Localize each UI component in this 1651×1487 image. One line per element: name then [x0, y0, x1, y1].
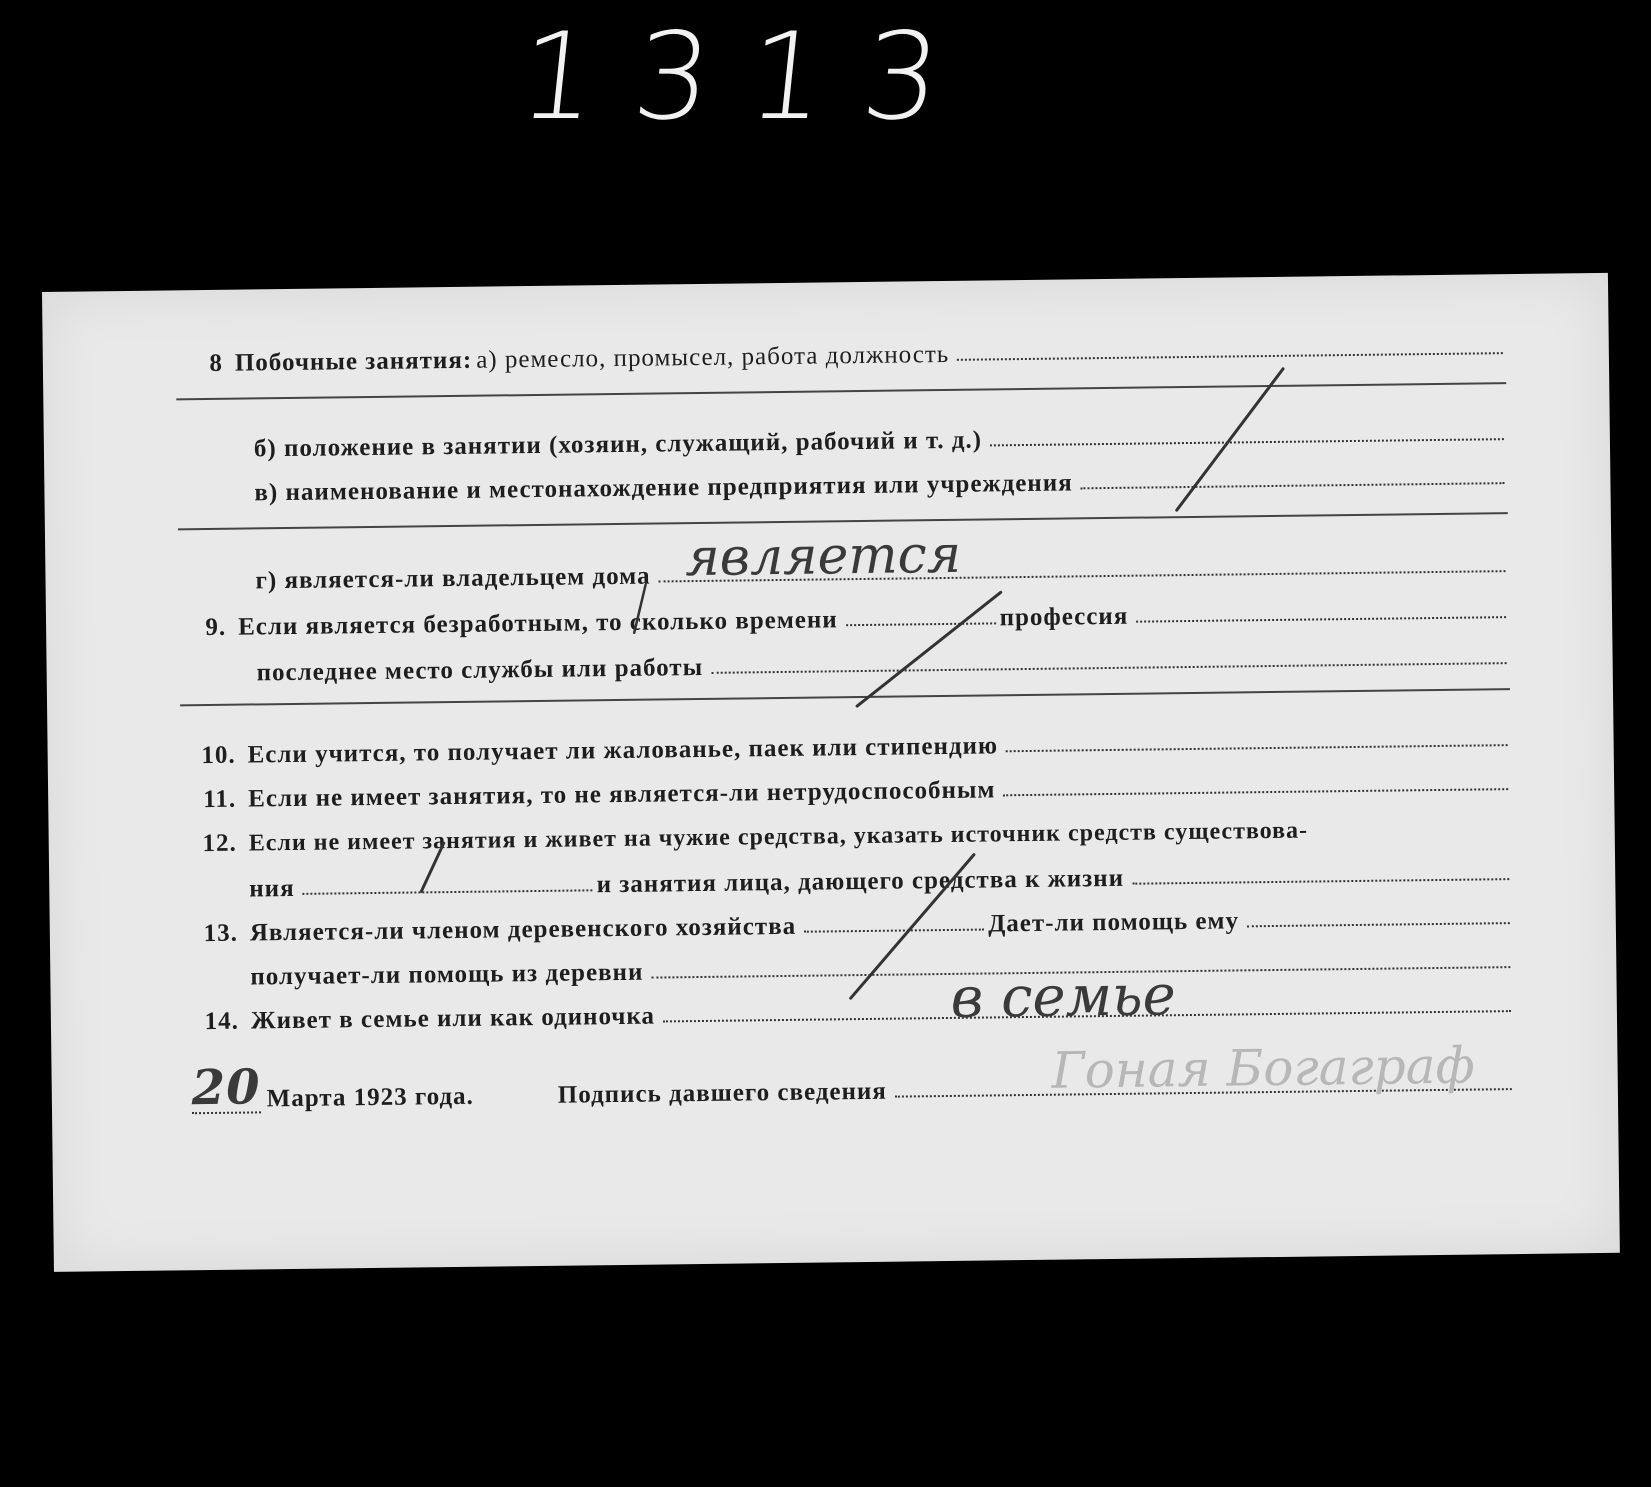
- q13-number: 13.: [203, 919, 239, 948]
- q8-number: 8: [209, 349, 224, 377]
- date-text: Марта 1923 года.: [266, 1082, 474, 1113]
- q14-label: Живет в семье или как одиночка: [250, 1002, 656, 1035]
- q12-nia-label: ния: [249, 874, 295, 903]
- q12-number: 12.: [202, 829, 237, 858]
- q13-label: Является-ли членом деревенского хозяйства: [249, 912, 797, 947]
- questionnaire-card: [42, 273, 1620, 1272]
- date-day: 20: [191, 1059, 261, 1117]
- q11-number: 11.: [203, 785, 237, 814]
- q8a-label: а) ремесло, промысел, работа должность: [476, 340, 950, 374]
- q10-label: Если учится, то получает ли жалованье, паек или стипендию: [247, 732, 999, 769]
- q13-help-label: Дает-ли помощь ему: [987, 907, 1240, 938]
- q8-label: Побочные занятия:: [234, 346, 473, 377]
- q11-label: Если не имеет занятия, то не является-ли нетрудоспособным: [248, 776, 996, 813]
- q9-profession-label: профессия: [999, 602, 1129, 632]
- q8v-label: в) наименование и местонахождение предприятия или учреждения: [254, 469, 1073, 507]
- q12-strike-stroke: [421, 843, 445, 891]
- q9-label: Если является безработным, то сколько времени: [237, 606, 838, 641]
- q9-number: 9.: [205, 613, 227, 642]
- q8g-label: г) является-ли владельцем дома: [255, 562, 651, 595]
- signature-label: Подпись давшего сведения: [557, 1077, 887, 1109]
- q12-label: Если не имеет занятия и живет на чужие средства, указать источник средств существова-: [248, 817, 1309, 857]
- q9-strike-stroke: [856, 592, 1002, 706]
- q10-number: 10.: [201, 741, 236, 770]
- q9-slash-stroke: [634, 585, 647, 633]
- archive-number: 1313: [512, 8, 985, 147]
- answer-owner-of-house: является: [684, 524, 962, 589]
- q12-provider-label: и занятия лица, дающего средства к жизни: [596, 864, 1125, 899]
- q8-strike-stroke: [1175, 369, 1285, 510]
- answer-family-status: в семье: [950, 963, 1177, 1031]
- handwritten-strokes: [42, 273, 1620, 1272]
- q8b-label: б) положение в занятии (хозяин, служащий, рабочий и т. д.): [253, 426, 983, 463]
- q13-receive-label: получает-ли помощь из деревни: [250, 958, 644, 991]
- q14-number: 14.: [204, 1007, 240, 1036]
- q9-last-job-label: последнее место службы или работы: [256, 653, 704, 687]
- q13-strike-stroke: [849, 855, 976, 999]
- signature-handwriting: Гоная Богаграф: [1051, 1036, 1476, 1100]
